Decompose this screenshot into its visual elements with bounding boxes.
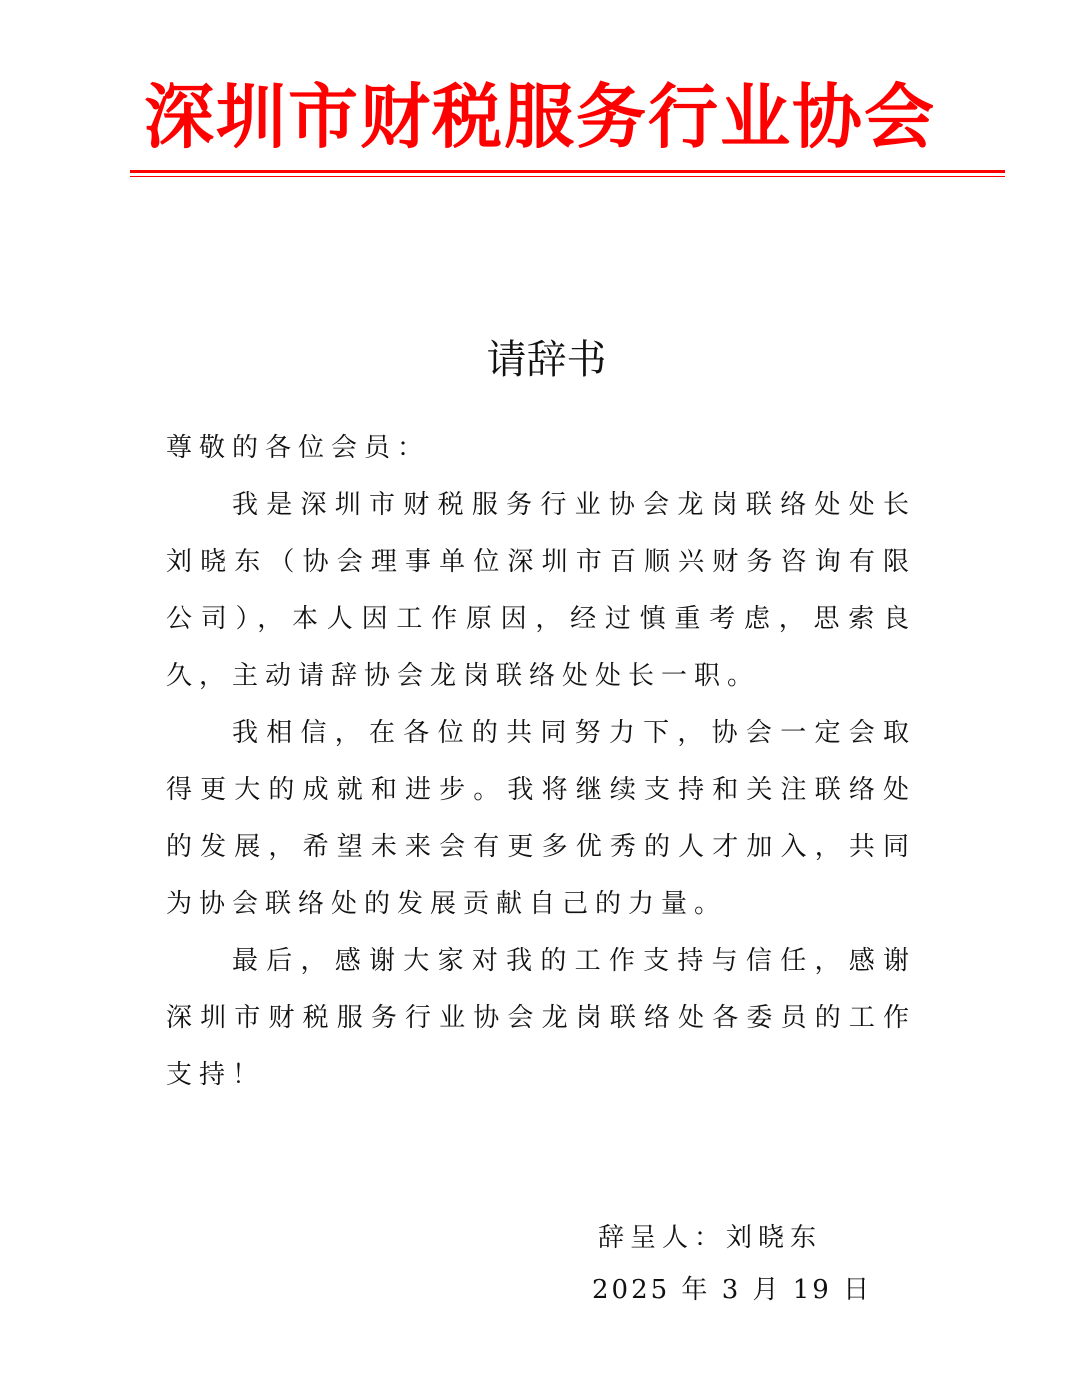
paragraph-1: 我是深圳市财税服务行业协会龙岗联络处处长刘晓东（协会理事单位深圳市百顺兴财务咨询有限公司），本人因工作原因，经过慎重考虑，思索良久，主动请辞协会龙岗联络处处长一职。 — [166, 490, 916, 691]
letterhead-title: 深圳市财税服务行业协会 — [144, 75, 936, 158]
signature-block — [592, 1212, 918, 1316]
date-line: 2025 年 3 月 19 日 — [592, 1275, 873, 1305]
document-title: 请辞书 — [486, 337, 607, 383]
salutation: 尊敬的各位会员： — [166, 433, 431, 463]
signature-line: 辞呈人：刘晓东 — [598, 1223, 823, 1253]
letterhead-rule-thin — [130, 176, 1005, 177]
letter-body — [166, 420, 916, 1104]
paragraph-3: 最后，感谢大家对我的工作支持与信任，感谢深圳市财税服务行业协会龙岗联络处各委员的工作支持！ — [166, 946, 916, 1090]
letterhead-rule-thick — [130, 170, 1005, 173]
paragraph-2: 我相信，在各位的共同努力下，协会一定会取得更大的成就和进步。我将继续支持和关注联络处的发展，希望未来会有更多优秀的人才加入，共同为协会联络处的发展贡献自己的力量。 — [166, 718, 916, 919]
